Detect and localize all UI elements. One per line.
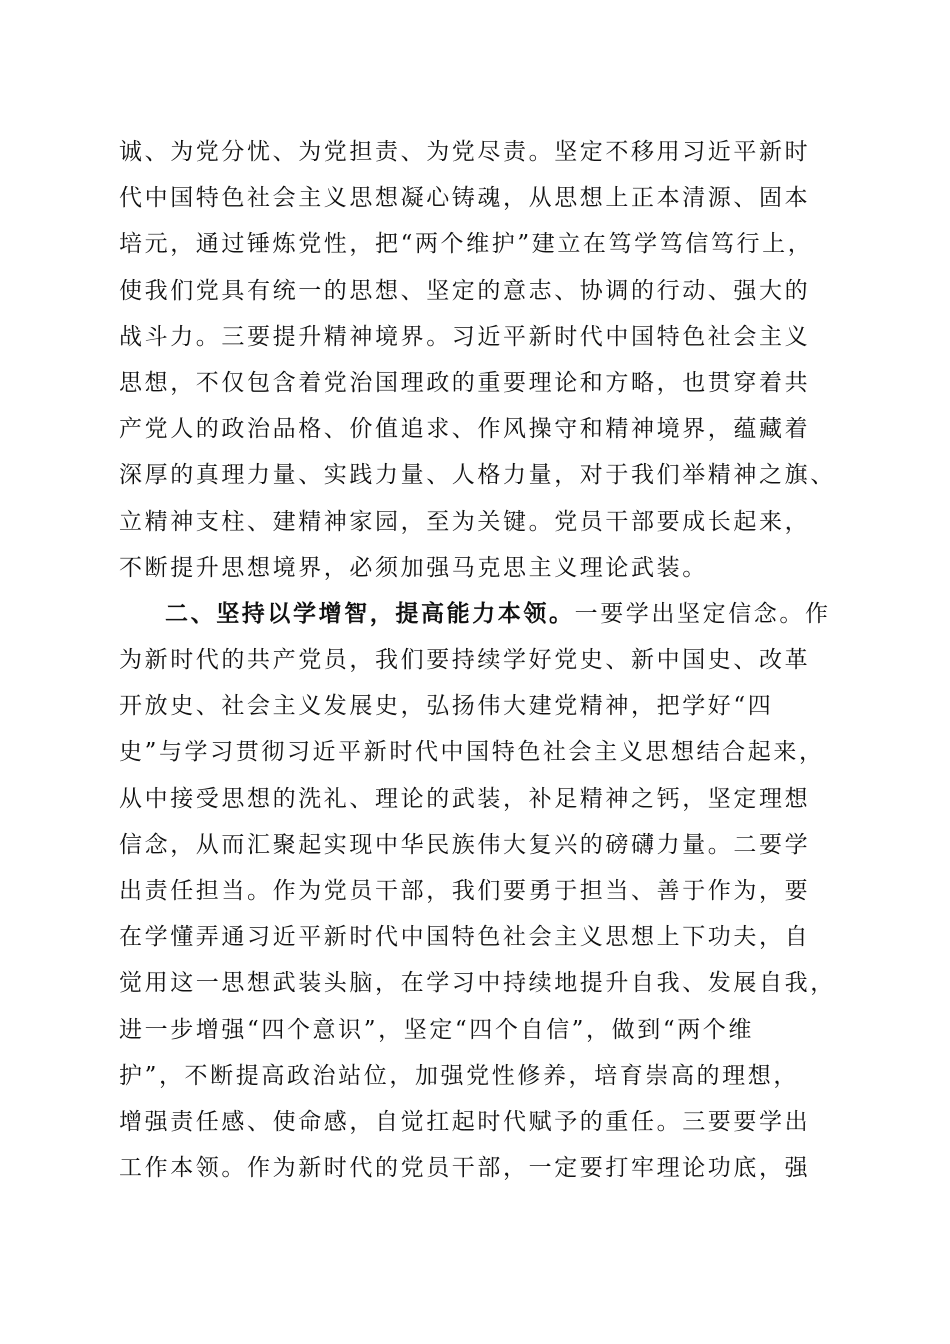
text-line: 产党人的政治品格、价值追求、作风操守和精神境界，蕴藏着 <box>119 416 811 443</box>
paragraph-1 <box>119 129 849 591</box>
text-line: 战斗力。三要提升精神境界。习近平新时代中国特色社会主义 <box>119 323 811 350</box>
text-line: 深厚的真理力量、实践力量、人格力量，对于我们举精神之旗、 <box>119 462 836 489</box>
body-text <box>119 129 849 1191</box>
heading-line-rest: 一要学出坚定信念。作 <box>574 600 831 627</box>
text-line: 不断提升思想境界，必须加强马克思主义理论武装。 <box>119 554 708 581</box>
paragraph-2 <box>119 591 849 1191</box>
text-line: 立精神支柱、建精神家园，至为关键。党员干部要成长起来， <box>119 508 811 535</box>
text-line: 为新时代的共产党员，我们要持续学好党史、新中国史、改革 <box>119 647 811 674</box>
text-line: 进一步增强“四个意识”，坚定“四个自信”，做到“两个维 <box>119 1016 754 1043</box>
text-line: 代中国特色社会主义思想凝心铸魂，从思想上正本清源、固本 <box>119 185 811 212</box>
text-line: 从中接受思想的洗礼、理论的武装，补足精神之钙，坚定理想 <box>119 785 811 812</box>
text-line: 工作本领。作为新时代的党员干部，一定要打牢理论功底，强 <box>119 1155 811 1182</box>
text-line: 信念，从而汇聚起实现中华民族伟大复兴的磅礴力量。二要学 <box>119 831 811 858</box>
section-heading: 二、坚持以学增智，提高能力本领。 <box>165 600 575 627</box>
text-line: 在学懂弄通习近平新时代中国特色社会主义思想上下功夫，自 <box>119 924 811 951</box>
text-line: 使我们党具有统一的思想、坚定的意志、协调的行动、强大的 <box>119 277 811 304</box>
text-line: 思想，不仅包含着党治国理政的重要理论和方略，也贯穿着共 <box>119 369 811 396</box>
text-line: 培元，通过锤炼党性，把“两个维护”建立在笃学笃信笃行上， <box>119 231 814 258</box>
text-line: 护”，不断提高政治站位，加强党性修养，培育崇高的理想， <box>119 1062 799 1089</box>
text-line: 诚、为党分忧、为党担责、为党尽责。坚定不移用习近平新时 <box>119 139 811 165</box>
text-line: 出责任担当。作为党员干部，我们要勇于担当、善于作为，要 <box>119 878 811 904</box>
text-line: 觉用这一思想武装头脑，在学习中持续地提升自我、发展自我， <box>119 970 836 997</box>
text-line: 史”与学习贯彻习近平新时代中国特色社会主义思想结合起来， <box>119 739 825 766</box>
text-line: 增强责任感、使命感，自觉扛起时代赋予的重任。三要要学出 <box>119 1108 811 1135</box>
text-line: 开放史、社会主义发展史，弘扬伟大建党精神，把学好“四 <box>119 693 774 720</box>
text-line-first <box>119 591 849 637</box>
